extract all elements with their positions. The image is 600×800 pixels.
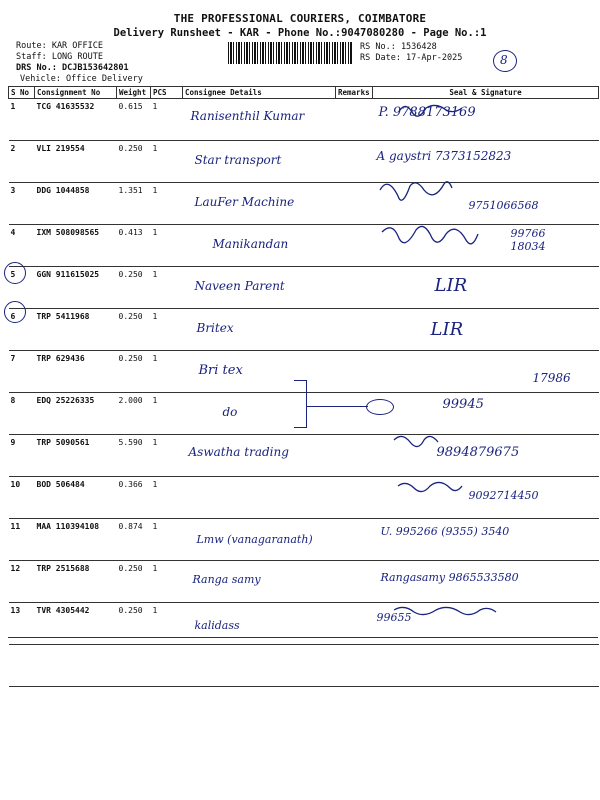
row-consignment: TRP 5090561 xyxy=(35,435,117,477)
row-consignee: Bri tex xyxy=(183,351,336,393)
row-pcs: 1 xyxy=(151,309,183,351)
rs-number: RS No.: 1536428 xyxy=(360,42,437,52)
row-pcs: 1 xyxy=(151,603,183,645)
row-pcs: 1 xyxy=(151,435,183,477)
row-signature: 9092714450 xyxy=(373,477,599,519)
drs-label: DRS No.: DCJB153642801 xyxy=(16,63,129,73)
row-signature: Rangasamy 9865533580 xyxy=(373,561,599,603)
row-weight: 2.000 xyxy=(117,393,151,435)
row-signature: LIR xyxy=(373,267,599,309)
row-consignee: Britex xyxy=(183,309,336,351)
row-sno: 13 xyxy=(9,603,35,645)
row-consignee: Star transport xyxy=(183,141,336,183)
row-consignment: BOD 506484 xyxy=(35,477,117,519)
row-consignment: IXM 508098565 xyxy=(35,225,117,267)
row-sno: 10 xyxy=(9,477,35,519)
col-pcs: PCS xyxy=(151,87,183,99)
row-consignee: Naveen Parent xyxy=(183,267,336,309)
route-label: Route: KAR OFFICE xyxy=(16,41,103,51)
row-signature: 99766 18034 xyxy=(373,225,599,267)
row-weight: 0.874 xyxy=(117,519,151,561)
row-sno: 12 xyxy=(9,561,35,603)
row-consignment: EDQ 25226335 xyxy=(35,393,117,435)
row-signature: 17986 xyxy=(373,351,599,393)
row-consignment: MAA 110394108 xyxy=(35,519,117,561)
row-weight: 0.250 xyxy=(117,309,151,351)
runsheet-subtitle: Delivery Runsheet - KAR - Phone No.:9047080280 - Page No.:1 xyxy=(113,27,487,39)
rs-date: RS Date: 17-Apr-2025 xyxy=(360,53,463,63)
col-weight: Weight xyxy=(117,87,151,99)
row-weight: 0.615 xyxy=(117,99,151,141)
row-consignment: TVR 4305442 xyxy=(35,603,117,645)
row-sno: 3 xyxy=(9,183,35,225)
row-pcs: 1 xyxy=(151,519,183,561)
row-sno: 1 xyxy=(9,99,35,141)
row-sno: 2 xyxy=(9,141,35,183)
row-signature: 9751066568 xyxy=(373,183,599,225)
row-weight: 0.413 xyxy=(117,225,151,267)
row-pcs: 1 xyxy=(151,351,183,393)
row-sno: 6 xyxy=(9,309,35,351)
row-pcs: 1 xyxy=(151,477,183,519)
row-weight: 0.250 xyxy=(117,603,151,645)
row-consignment: TRP 629436 xyxy=(35,351,117,393)
row-consignee: LauFer Machine xyxy=(183,183,336,225)
staff-label: Staff: LONG ROUTE xyxy=(16,52,103,62)
col-consignee: Consignee Details xyxy=(183,87,336,99)
row-signature: 9894879675 xyxy=(373,435,599,477)
col-sno: S No xyxy=(9,87,35,99)
row-signature: 99655 xyxy=(373,603,599,645)
row-consignee: Ranga samy xyxy=(183,561,336,603)
row-pcs: 1 xyxy=(151,267,183,309)
row-sno: 4 xyxy=(9,225,35,267)
col-signature: Seal & Signature xyxy=(373,87,599,99)
row-signature: U. 995266 (9355) 3540 xyxy=(373,519,599,561)
row-consignment: GGN 911615025 xyxy=(35,267,117,309)
row-signature: P. 9788173169 xyxy=(373,99,599,141)
row-consignee: Manikandan xyxy=(183,225,336,267)
row-consignment: DDG 1044858 xyxy=(35,183,117,225)
row-weight: 0.366 xyxy=(117,477,151,519)
row-consignee: do xyxy=(183,393,336,435)
row-consignee: kalidass xyxy=(183,603,336,645)
row-signature: A gaystri 7373152823 xyxy=(373,141,599,183)
runsheet-title: THE PROFESSIONAL COURIERS, COIMBATORE xyxy=(173,12,427,25)
row-weight: 1.351 xyxy=(117,183,151,225)
row-pcs: 1 xyxy=(151,183,183,225)
row-consignment: TRP 2515688 xyxy=(35,561,117,603)
row-sno: 8 xyxy=(9,393,35,435)
row-weight: 0.250 xyxy=(117,561,151,603)
col-remarks: Remarks xyxy=(336,87,373,99)
row-pcs: 1 xyxy=(151,225,183,267)
row-weight: 5.590 xyxy=(117,435,151,477)
row-weight: 0.250 xyxy=(117,141,151,183)
row-signature: 99945 xyxy=(373,393,599,435)
row-consignee: Lmw (vanagaranath) xyxy=(183,519,336,561)
row-pcs: 1 xyxy=(151,561,183,603)
row-weight: 0.250 xyxy=(117,351,151,393)
row-signature: LIR xyxy=(373,309,599,351)
row-pcs: 1 xyxy=(151,99,183,141)
row-consignment: TCG 41635532 xyxy=(35,99,117,141)
page-mark: 8 xyxy=(500,53,508,67)
row-consignment: VLI 219554 xyxy=(35,141,117,183)
row-consignee: Aswatha trading xyxy=(183,435,336,477)
row-sno: 7 xyxy=(9,351,35,393)
vehicle-label: Vehicle: Office Delivery xyxy=(20,74,143,84)
row-weight: 0.250 xyxy=(117,267,151,309)
row-sno: 11 xyxy=(9,519,35,561)
row-consignee: Ranisenthil Kumar xyxy=(183,99,336,141)
col-consignment: Consignment No xyxy=(35,87,117,99)
page-bottom-rule xyxy=(8,637,598,638)
row-sno: 9 xyxy=(9,435,35,477)
row-pcs: 1 xyxy=(151,141,183,183)
row-pcs: 1 xyxy=(151,393,183,435)
row-consignment: TRP 5411968 xyxy=(35,309,117,351)
row-sno: 5 xyxy=(9,267,35,309)
